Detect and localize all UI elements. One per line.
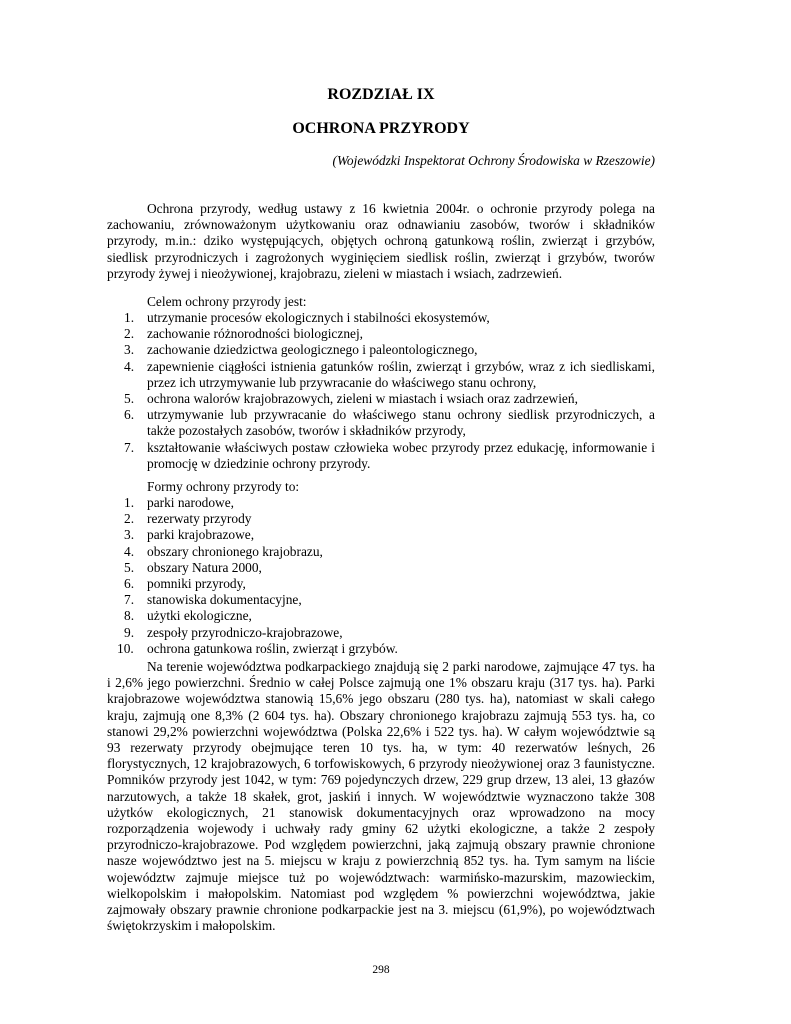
list-item xyxy=(107,527,655,543)
list-number: 2. xyxy=(124,326,135,342)
list-item-text: ochrona walorów krajobrazowych, zieleni w miastach i wsiach oraz zadrzewień, xyxy=(147,391,578,407)
list-item-text: utrzymywanie lub przywracanie do właściwego stanu ochrony siedlisk przyrodniczych, a także pozostałych zasobów, tworów i składników przyrody, xyxy=(147,407,655,439)
list-item-text: zachowanie różnorodności biologicznej, xyxy=(147,326,364,342)
list-item-text: rezerwaty przyrody xyxy=(147,511,252,527)
list-item xyxy=(107,359,655,391)
list-number: 6. xyxy=(124,407,135,423)
goals-list xyxy=(107,310,655,472)
page-number: 298 xyxy=(372,964,390,976)
list-item xyxy=(107,576,655,592)
list-item xyxy=(107,391,655,407)
list-number: 5. xyxy=(124,391,135,407)
list-item-text: zachowanie dziedzictwa geologicznego i paleontologicznego, xyxy=(147,342,478,358)
list-number: 7. xyxy=(124,592,135,608)
list-number: 8. xyxy=(124,608,135,624)
list-item-text: pomniki przyrody, xyxy=(147,576,246,592)
list-item xyxy=(107,641,655,657)
list-item xyxy=(107,342,655,358)
list-number: 1. xyxy=(124,310,135,325)
list-number: 3. xyxy=(124,342,135,358)
list-item-text: zespoły przyrodniczo-krajobrazowe, xyxy=(147,624,343,640)
list-item xyxy=(107,608,655,624)
list-item-text: obszary chronionego krajobrazu, xyxy=(147,543,323,559)
list-item xyxy=(107,511,655,527)
list-item-text: parki narodowe, xyxy=(147,495,235,510)
list-item-text: użytki ekologiczne, xyxy=(147,608,252,624)
list-item-text: kształtowanie właściwych postaw człowieka wobec przyrody przez edukację, informowanie i promocję w dziedzinie ochrony przyrody. xyxy=(147,439,655,471)
list-number: 4. xyxy=(124,543,135,559)
list-item-text: ochrona gatunkowa roślin, zwierząt i grzybów. xyxy=(147,640,398,656)
list-item xyxy=(107,592,655,608)
list-item-text: parki krajobrazowe, xyxy=(147,527,255,543)
list-item-text: zapewnienie ciągłości istnienia gatunków roślin, zwierząt i grzybów, wraz z ich siedliskami, przez ich utrzymywanie lub przywracanie do właściwego stanu ochrony, xyxy=(147,358,655,390)
list-number: 5. xyxy=(124,559,135,575)
goals-lead: Celem ochrony przyrody jest: xyxy=(147,294,307,309)
intro-paragraph: Ochrona przyrody, według ustawy z 16 kwietnia 2004r. o ochronie przyrody polega na zachowaniu, zrównoważonym użytkowaniu oraz odnawianiu zasobów, tworów i składników przyrody, m.in.: dziko występujących, objętych ochroną gatunkową roślin, zwierząt i grzybów, siedlisk przyrodniczych i zagrożonych wyginięciem siedlisk roślin, zwierząt i grzybów, tworów przyrody żywej i nieożywionej, krajobrazu, zieleni w miastach i wsiach, zadrzewień. xyxy=(107,201,655,281)
list-number: 9. xyxy=(124,624,135,640)
forms-lead: Formy ochrony przyrody to: xyxy=(147,479,300,494)
list-item xyxy=(107,495,655,511)
list-item xyxy=(107,560,655,576)
list-number: 7. xyxy=(124,439,135,455)
list-item-text: obszary Natura 2000, xyxy=(147,559,262,575)
summary-paragraph: Na terenie województwa podkarpackiego znajdują się 2 parki narodowe, zajmujące 47 tys. ha i 2,6% jego powierzchni. Średnio w całej Polsce zajmują one 1% obszaru kraju (317 tys. ha). Parki krajobrazowe województwa stanowią 15,6% jego obszaru (280 tys. ha), natomiast w skali całego kraju, zajmują one 8,3% (2 604 tys. ha). Obszary chronionego krajobrazu zajmują 553 tys. ha, co stanowi 29,2% powierzchni województwa (Polska 22,6% i 522 tys. ha). W całym województwie są 93 rezerwaty przyrody obejmujące teren 10 tys. ha, w tym: 40 rezerwatów leśnych, 26 florystycznych, 12 krajobrazowych, 6 torfowiskowych, 6 przyrody nieożywionej oraz 3 faunistyczne. Pomników przyrody jest 1042, w tym: 769 pojedynczych drzew, 229 grup drzew, 13 alei, 13 głazów narzutowych, a także 18 skałek, grot, jaskiń i innych. W województwie wyznaczono także 308 użytków ekologicznych, 21 stanowisk dokumentacyjnych oraz wprowadzono na mocy rozporządzenia wojewody i uchwały rady gminy 62 użytki ekologiczne, a także 2 zespoły przyrodniczo-krajobrazowe. Pod względem powierzchni, jaką zajmują obszary prawnie chronione nasze województwo jest na 5. miejscu w kraju z powierzchnią 852 tys. ha. Tym samym na liście województw zajmuje miejsce tuż po województwach: warmińsko-mazurskim, mazowieckim, wielkopolskim i małopolskim. Natomiast pod względem % powierzchni województwa, jakie zajmowały obszary prawnie chronione podkarpackie jest na 3. miejscu (61,9%), po województwach świętokrzyskim i małopolskim. xyxy=(107,659,655,934)
list-item xyxy=(107,326,655,342)
list-item xyxy=(107,625,655,641)
list-number: 10. xyxy=(117,640,134,656)
author-line: (Wojewódzki Inspektorat Ochrony Środowiska w Rzeszowie) xyxy=(332,153,655,168)
list-number: 3. xyxy=(124,527,135,543)
chapter-title: OCHRONA PRZYRODY xyxy=(292,120,470,137)
list-number: 6. xyxy=(124,576,135,592)
list-item xyxy=(107,440,655,472)
chapter-heading: ROZDZIAŁ IX xyxy=(327,86,435,103)
list-item-text: utrzymanie procesów ekologicznych i stabilności ekosystemów, xyxy=(147,310,490,325)
list-item xyxy=(107,407,655,439)
list-number: 1. xyxy=(124,495,135,510)
list-item-text: stanowiska dokumentacyjne, xyxy=(147,592,302,608)
forms-list xyxy=(107,495,655,657)
list-item xyxy=(107,310,655,326)
list-item xyxy=(107,544,655,560)
list-number: 2. xyxy=(124,511,135,527)
list-number: 4. xyxy=(124,358,135,374)
